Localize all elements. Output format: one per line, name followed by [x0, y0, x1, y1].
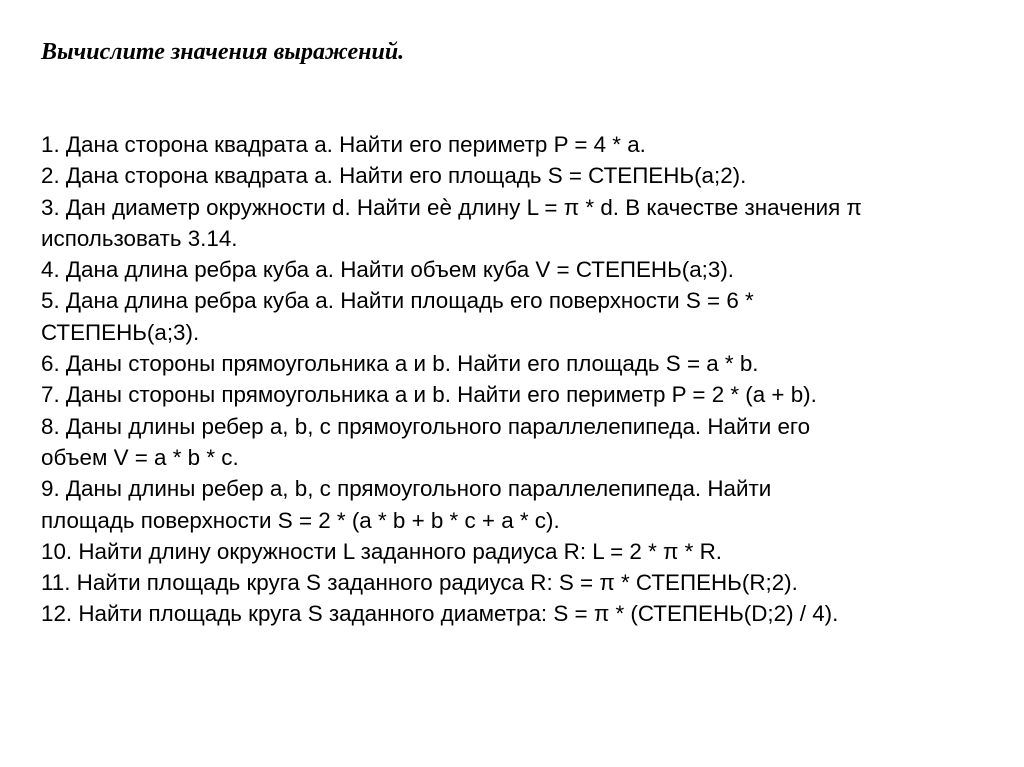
task-item-2 — [41, 160, 991, 191]
task-item-6 — [41, 348, 991, 379]
task-line: объем V = a * b * c. — [41, 444, 239, 470]
task-item-8 — [41, 411, 991, 474]
task-item-3 — [41, 192, 991, 255]
task-line: 10. Найти длину окружности L заданного радиуса R: L = 2 * π * R. — [41, 538, 723, 564]
task-item-1 — [41, 129, 991, 160]
task-line: 11. Найти площадь круга S заданного радиуса R: S = π * СТЕПЕНЬ(R;2). — [41, 570, 798, 596]
task-item-12 — [41, 598, 991, 629]
task-line: 12. Найти площадь круга S заданного диаметра: S = π * (СТЕПЕНЬ(D;2) / 4). — [41, 601, 839, 627]
task-line: 9. Даны длины ребер a, b, c прямоугольного параллелепипеда. Найти — [41, 476, 772, 502]
task-item-9 — [41, 473, 991, 536]
task-line: СТЕПЕНЬ(а;3). — [41, 319, 200, 345]
task-item-11 — [41, 567, 991, 598]
task-line: 1. Дана сторона квадрата а. Найти его периметр P = 4 * а. — [41, 132, 646, 157]
task-line: 2. Дана сторона квадрата а. Найти его площадь S = СТЕПЕНЬ(а;2). — [41, 163, 747, 189]
task-line: 8. Даны длины ребер a, b, c прямоугольного параллелепипеда. Найти его — [41, 413, 811, 439]
slide-title: Вычислите значения выражений. — [41, 39, 405, 65]
task-item-5 — [41, 285, 991, 348]
task-line: 3. Дан диаметр окружности d. Найти еѐ длину L = π * d. В качестве значения π — [41, 194, 862, 220]
task-item-7 — [41, 379, 991, 410]
task-line: 4. Дана длина ребра куба а. Найти объем куба V = СТЕПЕНЬ(а;3). — [41, 257, 735, 283]
task-item-10 — [41, 536, 991, 567]
task-item-4 — [41, 254, 991, 285]
task-line: 5. Дана длина ребра куба а. Найти площадь его поверхности S = 6 * — [41, 288, 754, 314]
task-line: 7. Даны стороны прямоугольника a и b. Найти его периметр P = 2 * (a + b). — [41, 382, 817, 408]
task-line: 6. Даны стороны прямоугольника a и b. Найти его площадь S = a * b. — [41, 351, 759, 377]
task-line: площадь поверхности S = 2 * (a * b + b * c + a * c). — [41, 507, 560, 533]
task-list — [41, 129, 991, 630]
task-line: использовать 3.14. — [41, 225, 238, 251]
